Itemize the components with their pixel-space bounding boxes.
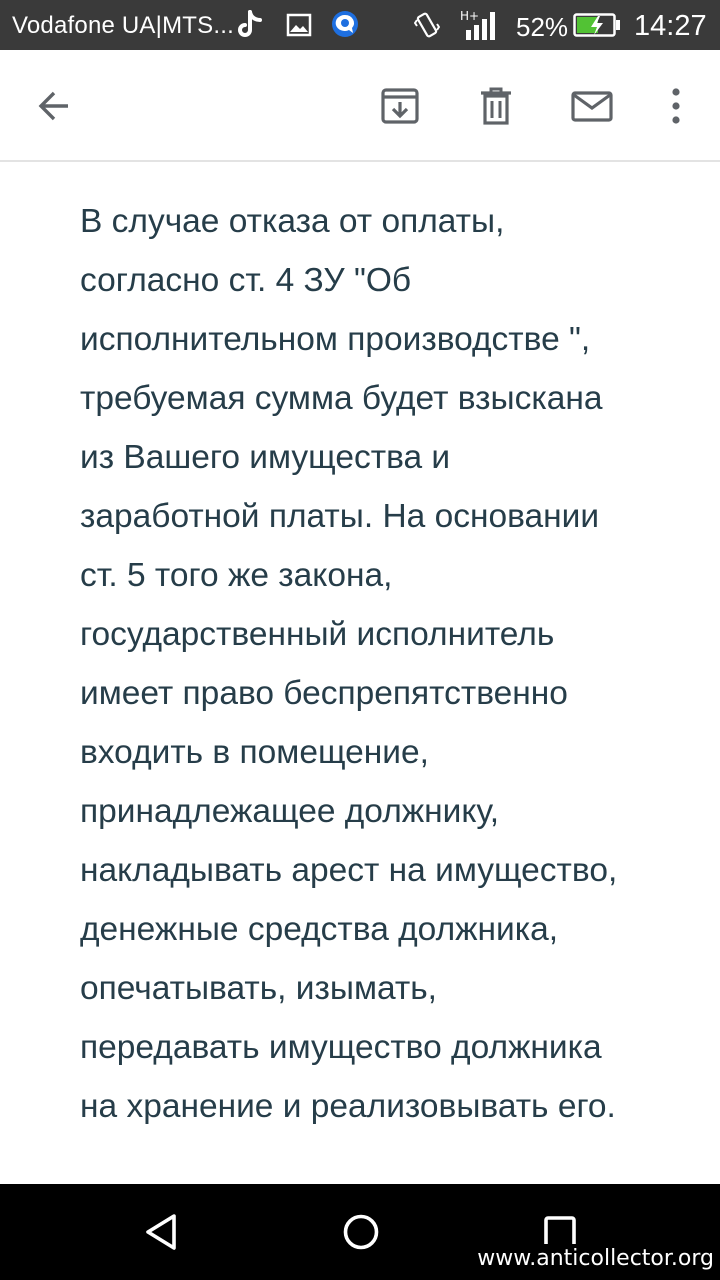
message-body bbox=[80, 192, 680, 1136]
mark-unread-button[interactable] bbox=[564, 78, 620, 134]
message-line: государственный исполнитель bbox=[80, 616, 555, 653]
trash-icon bbox=[476, 86, 516, 126]
message-line: согласно ст. 4 ЗУ "Об bbox=[80, 262, 412, 299]
message-line: заработной платы. На основании bbox=[80, 498, 600, 535]
message-line: требуемая сумма будет взыскана bbox=[80, 380, 603, 417]
clock: 14:27 bbox=[634, 10, 707, 42]
battery-percent: 52% bbox=[516, 12, 569, 42]
archive-icon bbox=[380, 86, 420, 126]
nav-home-button[interactable] bbox=[331, 1202, 391, 1262]
message-line: накладывать арест на имущество, bbox=[80, 852, 618, 889]
network-type: H+ bbox=[460, 9, 480, 23]
battery-charging-icon bbox=[572, 8, 622, 42]
message-line: опечатывать, изымать, bbox=[80, 970, 437, 1007]
back-button[interactable] bbox=[26, 78, 82, 134]
message-line: входить в помещение, bbox=[80, 734, 429, 771]
carrier-name: Vodafone UA|MTS... bbox=[12, 12, 234, 39]
message-line: имеет право беспрепятственно bbox=[80, 675, 568, 712]
message-line: В случае отказа от оплаты, bbox=[80, 203, 505, 240]
message-line: ст. 5 того же закона, bbox=[80, 557, 393, 594]
message-line: из Вашего имущества и bbox=[80, 439, 451, 476]
message-line: на хранение и реализовывать его. bbox=[80, 1088, 616, 1125]
app-bar bbox=[0, 50, 720, 162]
message-line: денежные средства должника, bbox=[80, 911, 559, 948]
back-triangle-icon bbox=[142, 1212, 182, 1252]
message-line: исполнительном производстве ", bbox=[80, 321, 591, 358]
more-options-button[interactable] bbox=[648, 78, 704, 134]
signal-icon bbox=[454, 8, 504, 42]
message-view bbox=[0, 164, 720, 1184]
watermark: www.anticollector.org bbox=[469, 1244, 720, 1274]
message-line: принадлежащее должнику, bbox=[80, 793, 500, 830]
vibrate-icon bbox=[410, 8, 444, 42]
image-icon bbox=[282, 8, 316, 42]
archive-button[interactable] bbox=[372, 78, 428, 134]
chat-bubble-icon bbox=[328, 8, 362, 42]
more-vert-icon bbox=[668, 86, 684, 126]
delete-button[interactable] bbox=[468, 78, 524, 134]
tiktok-icon bbox=[232, 8, 266, 42]
message-line: передавать имущество должника bbox=[80, 1029, 602, 1066]
status-bar bbox=[0, 0, 720, 50]
back-arrow-icon bbox=[34, 86, 74, 126]
home-circle-icon bbox=[341, 1212, 381, 1252]
mail-icon bbox=[570, 86, 614, 126]
nav-back-button[interactable] bbox=[132, 1202, 192, 1262]
